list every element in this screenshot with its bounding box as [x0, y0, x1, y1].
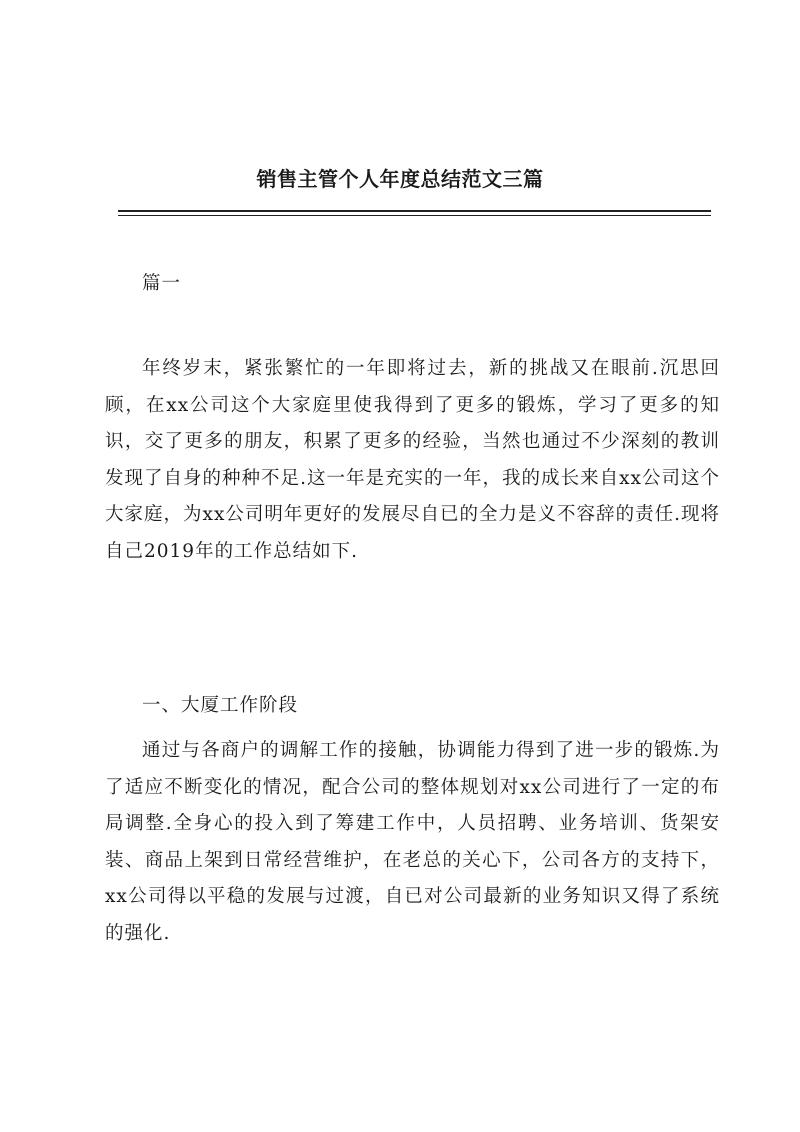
paragraph-2: 通过与各商户的调解工作的接触，协调能力得到了进一步的锻炼.为了适应不断变化的情况，配合公司的整体规划对xx公司进行了一定的布局调整.全身心的投入到了筹建工作中，人员招聘、业务培训、货架安装、商品上架到日常经营维护，在老总的关心下，公司各方的支持下，xx公司得以平稳的发展与过渡，自已对公司最新的业务知识又得了系统的强化.: [105, 740, 720, 944]
title-rule-thick: [118, 210, 711, 212]
title-rule-thin: [118, 215, 711, 216]
section-label: 篇一: [142, 273, 182, 294]
document-title: 销售主管个人年度总结范文三篇: [256, 167, 544, 191]
paragraph-1: 年终岁末，紧张繁忙的一年即将过去，新的挑战又在眼前.沉思回顾，在xx公司这个大家庭里使我得到了更多的锻炼，学习了更多的知识，交了更多的朋友，积累了更多的经验，当然也通过不少深刻的教训发现了自身的种种不足.这一年是充实的一年，我的成长来自xx公司这个大家庭，为xx公司明年更好的发展尽自已的全力是义不容辞的责任.现将自己2019年的工作总结如下.: [105, 358, 720, 562]
section-heading-1: 一、大厦工作阶段: [142, 695, 299, 716]
